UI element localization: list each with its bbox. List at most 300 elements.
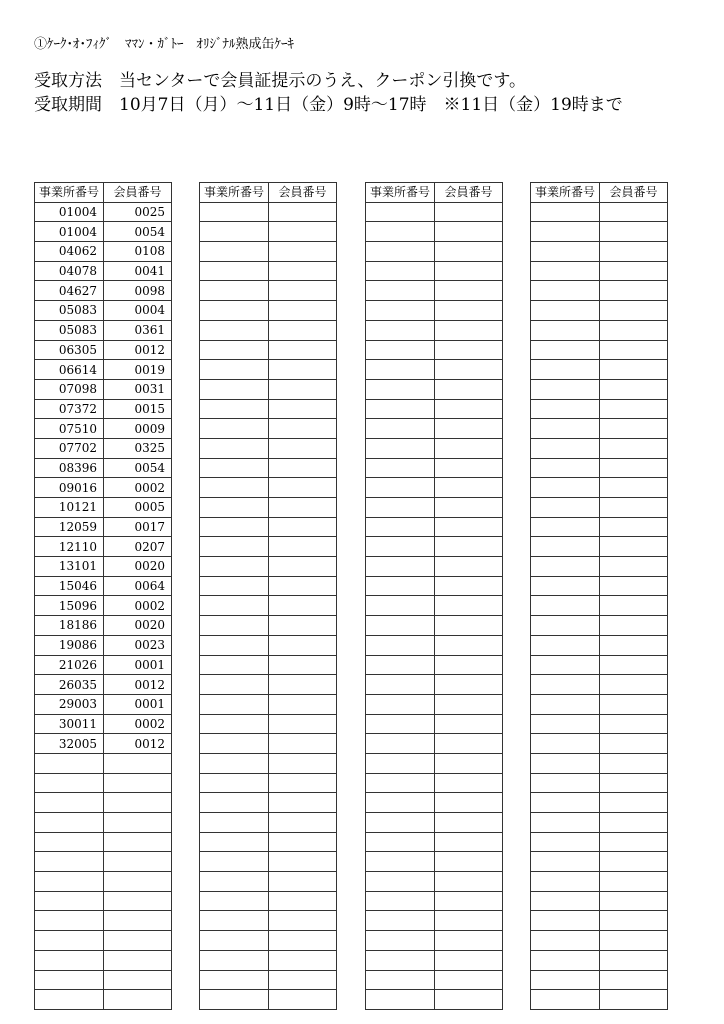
table-row [366, 379, 503, 399]
office-number-cell [200, 931, 269, 951]
office-number-cell [531, 320, 600, 340]
member-number-cell [600, 360, 668, 380]
member-number-cell: 0015 [104, 399, 172, 419]
table-row [200, 872, 337, 892]
member-number-cell [104, 753, 172, 773]
member-number-cell [269, 655, 337, 675]
member-number-cell [435, 320, 503, 340]
office-number-header: 事業所番号 [366, 183, 435, 203]
table-row [35, 458, 172, 478]
table-row [200, 655, 337, 675]
table-row [200, 734, 337, 754]
office-number-cell [366, 281, 435, 301]
table-row [366, 655, 503, 675]
office-number-cell [531, 911, 600, 931]
table-row [35, 478, 172, 498]
table-row [366, 301, 503, 321]
member-number-cell [600, 222, 668, 242]
table-row [200, 852, 337, 872]
member-number-cell: 0009 [104, 419, 172, 439]
member-number-cell: 0001 [104, 655, 172, 675]
table-row [200, 793, 337, 813]
member-number-cell [600, 261, 668, 281]
table-row [366, 832, 503, 852]
table-row [200, 557, 337, 577]
table-row [35, 616, 172, 636]
member-number-cell: 0361 [104, 320, 172, 340]
member-number-cell [435, 576, 503, 596]
office-number-cell: 09016 [35, 478, 104, 498]
table-row [366, 635, 503, 655]
office-number-cell [35, 990, 104, 1010]
member-number-cell [435, 399, 503, 419]
member-table-3 [365, 182, 503, 1010]
office-number-cell [366, 596, 435, 616]
document-title: ①ｹｰｸ･ｵ･ﾌｨｸﾞ ﾏﾏﾝ・ｶﾞﾄｰ ｵﾘｼﾞﾅﾙ熟成缶ｹｰｷ [34, 37, 295, 52]
table-row [531, 773, 668, 793]
member-number-cell [435, 734, 503, 754]
table-row [200, 301, 337, 321]
member-number-cell: 0002 [104, 478, 172, 498]
member-number-cell [269, 360, 337, 380]
member-number-cell [600, 537, 668, 557]
table-row [531, 872, 668, 892]
member-number-cell [435, 222, 503, 242]
table-row [366, 872, 503, 892]
office-number-cell [200, 360, 269, 380]
member-number-cell [600, 694, 668, 714]
table-row [200, 379, 337, 399]
table-row [35, 714, 172, 734]
member-number-cell [435, 261, 503, 281]
member-number-cell [435, 911, 503, 931]
member-number-cell: 0025 [104, 202, 172, 222]
member-number-cell: 0012 [104, 734, 172, 754]
table-row [531, 478, 668, 498]
table-row [366, 576, 503, 596]
office-number-cell [531, 635, 600, 655]
office-number-cell: 01004 [35, 202, 104, 222]
office-number-cell [200, 734, 269, 754]
table-row [531, 537, 668, 557]
table-row [200, 419, 337, 439]
office-number-cell [366, 202, 435, 222]
office-number-cell [531, 931, 600, 951]
office-number-cell [366, 891, 435, 911]
member-number-cell [435, 301, 503, 321]
office-number-cell [35, 911, 104, 931]
office-number-cell [531, 813, 600, 833]
member-number-cell [600, 517, 668, 537]
member-number-cell [269, 438, 337, 458]
office-number-header: 事業所番号 [200, 183, 269, 203]
table-row [35, 694, 172, 714]
member-number-cell [435, 340, 503, 360]
office-number-cell [366, 517, 435, 537]
member-number-cell [435, 537, 503, 557]
office-number-cell: 07510 [35, 419, 104, 439]
office-number-cell [366, 616, 435, 636]
member-number-cell [269, 950, 337, 970]
table-row [531, 222, 668, 242]
office-number-cell [200, 517, 269, 537]
table-row [366, 891, 503, 911]
member-number-cell [269, 911, 337, 931]
table-row [531, 714, 668, 734]
office-number-cell [200, 872, 269, 892]
table-row [200, 517, 337, 537]
member-number-cell: 0020 [104, 557, 172, 577]
office-number-cell [366, 990, 435, 1010]
office-number-cell [200, 616, 269, 636]
office-number-cell [200, 438, 269, 458]
table-row [35, 734, 172, 754]
office-number-cell: 13101 [35, 557, 104, 577]
table-row [35, 596, 172, 616]
office-number-cell [35, 970, 104, 990]
table-row [35, 832, 172, 852]
office-number-cell [366, 734, 435, 754]
member-number-cell [435, 616, 503, 636]
office-number-cell [200, 891, 269, 911]
office-number-cell [366, 419, 435, 439]
member-number-cell [600, 498, 668, 518]
table-row [35, 931, 172, 951]
office-number-cell [35, 813, 104, 833]
member-number-cell: 0098 [104, 281, 172, 301]
table-row [531, 360, 668, 380]
table-row [200, 498, 337, 518]
office-number-cell [200, 399, 269, 419]
table-row [35, 852, 172, 872]
table-row [531, 458, 668, 478]
member-number-cell [269, 635, 337, 655]
office-number-cell [366, 832, 435, 852]
office-number-cell: 15096 [35, 596, 104, 616]
member-number-cell: 0031 [104, 379, 172, 399]
member-number-cell [269, 832, 337, 852]
table-row [366, 616, 503, 636]
office-number-cell [366, 320, 435, 340]
member-number-cell [269, 793, 337, 813]
table-row [366, 773, 503, 793]
member-number-cell [435, 360, 503, 380]
table-row [366, 714, 503, 734]
member-number-cell [600, 478, 668, 498]
table-row [200, 320, 337, 340]
member-number-cell [600, 320, 668, 340]
table-row [366, 419, 503, 439]
office-number-cell [531, 202, 600, 222]
table-row [366, 950, 503, 970]
office-number-cell [366, 498, 435, 518]
member-number-cell: 0002 [104, 596, 172, 616]
office-number-cell: 12059 [35, 517, 104, 537]
office-number-cell [366, 714, 435, 734]
table-row [35, 261, 172, 281]
member-number-cell [104, 852, 172, 872]
table-row [200, 635, 337, 655]
office-number-cell [366, 576, 435, 596]
member-number-cell [435, 458, 503, 478]
member-number-cell [435, 517, 503, 537]
office-number-cell [200, 301, 269, 321]
table-row [531, 498, 668, 518]
member-number-header: 会員番号 [104, 183, 172, 203]
table-row [366, 852, 503, 872]
member-number-cell [600, 753, 668, 773]
member-number-cell [104, 950, 172, 970]
table-row [35, 655, 172, 675]
member-number-cell [600, 734, 668, 754]
table-row [200, 478, 337, 498]
member-number-cell: 0108 [104, 242, 172, 262]
office-number-cell [35, 872, 104, 892]
office-number-cell [35, 832, 104, 852]
office-number-cell [531, 360, 600, 380]
office-number-cell [200, 458, 269, 478]
table-row [531, 596, 668, 616]
member-number-cell: 0017 [104, 517, 172, 537]
member-number-cell [435, 242, 503, 262]
table-row [35, 970, 172, 990]
member-number-cell [435, 635, 503, 655]
table-row [35, 537, 172, 557]
office-number-cell [35, 891, 104, 911]
table-row [200, 360, 337, 380]
member-number-cell [435, 281, 503, 301]
office-number-cell [35, 773, 104, 793]
table-row [35, 891, 172, 911]
office-number-cell [200, 379, 269, 399]
member-number-cell [435, 753, 503, 773]
member-table-body [366, 202, 503, 1009]
office-number-cell [366, 970, 435, 990]
member-number-cell [104, 793, 172, 813]
table-row [366, 517, 503, 537]
office-number-cell: 19086 [35, 635, 104, 655]
office-number-cell: 04078 [35, 261, 104, 281]
member-number-cell [269, 576, 337, 596]
office-number-cell [200, 261, 269, 281]
member-number-cell [600, 773, 668, 793]
member-number-cell [600, 616, 668, 636]
table-row [35, 438, 172, 458]
table-row [35, 793, 172, 813]
member-number-cell [600, 950, 668, 970]
table-row [35, 753, 172, 773]
table-row [366, 557, 503, 577]
office-number-cell [200, 694, 269, 714]
member-number-cell: 0020 [104, 616, 172, 636]
office-number-cell [531, 655, 600, 675]
office-number-cell [200, 911, 269, 931]
member-number-cell [269, 281, 337, 301]
member-number-cell [435, 793, 503, 813]
member-number-cell [104, 990, 172, 1010]
office-number-cell [531, 438, 600, 458]
member-number-cell [435, 379, 503, 399]
table-row [531, 931, 668, 951]
member-number-cell [269, 517, 337, 537]
office-number-cell: 30011 [35, 714, 104, 734]
office-number-header: 事業所番号 [531, 183, 600, 203]
table-row [366, 970, 503, 990]
office-number-cell [531, 399, 600, 419]
member-number-cell [104, 832, 172, 852]
table-row [531, 911, 668, 931]
table-row [35, 320, 172, 340]
table-row [35, 222, 172, 242]
office-number-cell [366, 458, 435, 478]
member-number-cell [435, 852, 503, 872]
member-number-cell [600, 813, 668, 833]
member-number-cell [600, 675, 668, 695]
table-row [35, 557, 172, 577]
office-number-cell [200, 202, 269, 222]
table-row [200, 281, 337, 301]
office-number-cell [366, 950, 435, 970]
table-row [531, 970, 668, 990]
office-number-cell [366, 635, 435, 655]
member-number-cell [435, 813, 503, 833]
member-number-cell [269, 379, 337, 399]
member-number-cell [269, 498, 337, 518]
member-table-body [200, 202, 337, 1009]
member-number-cell [435, 714, 503, 734]
office-number-cell [366, 911, 435, 931]
member-number-cell [269, 478, 337, 498]
member-number-cell [600, 301, 668, 321]
office-number-cell [531, 753, 600, 773]
table-row [35, 202, 172, 222]
office-number-cell: 04062 [35, 242, 104, 262]
office-number-cell [366, 537, 435, 557]
table-row [200, 753, 337, 773]
member-table-body [35, 202, 172, 1009]
table-row [531, 419, 668, 439]
office-number-cell [531, 596, 600, 616]
office-number-cell [200, 655, 269, 675]
office-number-cell [200, 537, 269, 557]
member-number-cell [600, 990, 668, 1010]
member-number-cell [269, 340, 337, 360]
member-number-cell [600, 655, 668, 675]
member-number-cell: 0001 [104, 694, 172, 714]
member-number-cell: 0207 [104, 537, 172, 557]
office-number-cell [531, 281, 600, 301]
member-number-cell [600, 281, 668, 301]
office-number-cell [366, 931, 435, 951]
office-number-cell [366, 438, 435, 458]
member-number-cell [269, 852, 337, 872]
office-number-cell [366, 557, 435, 577]
office-number-cell [200, 222, 269, 242]
office-number-cell: 26035 [35, 675, 104, 695]
table-row [200, 813, 337, 833]
member-number-cell [435, 694, 503, 714]
table-row [35, 813, 172, 833]
table-row [200, 891, 337, 911]
member-number-cell [600, 970, 668, 990]
table-row [200, 242, 337, 262]
office-number-cell: 04627 [35, 281, 104, 301]
table-row [366, 911, 503, 931]
member-number-cell [269, 753, 337, 773]
member-number-cell: 0012 [104, 675, 172, 695]
member-number-cell [435, 891, 503, 911]
table-row [35, 360, 172, 380]
member-number-cell [600, 852, 668, 872]
member-number-cell [600, 911, 668, 931]
office-number-cell [366, 872, 435, 892]
office-number-cell [200, 281, 269, 301]
office-number-cell [531, 458, 600, 478]
table-row [200, 714, 337, 734]
member-number-cell [269, 458, 337, 478]
office-number-cell [200, 340, 269, 360]
member-number-cell [600, 793, 668, 813]
table-row [531, 379, 668, 399]
member-number-cell [269, 734, 337, 754]
table-row [531, 320, 668, 340]
member-number-cell [104, 872, 172, 892]
member-number-cell [435, 478, 503, 498]
table-row [200, 340, 337, 360]
member-number-cell [435, 498, 503, 518]
office-number-cell [531, 261, 600, 281]
table-row [531, 261, 668, 281]
member-number-cell [600, 202, 668, 222]
office-number-cell [366, 242, 435, 262]
table-row [35, 576, 172, 596]
office-number-cell: 01004 [35, 222, 104, 242]
office-number-cell [35, 753, 104, 773]
table-row [366, 990, 503, 1010]
member-number-cell [600, 576, 668, 596]
office-number-cell: 10121 [35, 498, 104, 518]
member-number-cell [104, 773, 172, 793]
member-number-cell [600, 714, 668, 734]
table-row [200, 596, 337, 616]
table-row [366, 734, 503, 754]
office-number-cell [200, 576, 269, 596]
member-number-header: 会員番号 [600, 183, 668, 203]
office-number-cell [200, 753, 269, 773]
office-number-cell [200, 596, 269, 616]
table-row [531, 813, 668, 833]
member-number-cell [435, 655, 503, 675]
office-number-cell [531, 734, 600, 754]
table-row [35, 990, 172, 1010]
table-row [200, 950, 337, 970]
table-row [35, 340, 172, 360]
office-number-cell [200, 557, 269, 577]
table-row [366, 478, 503, 498]
office-number-cell [531, 970, 600, 990]
office-number-cell [200, 773, 269, 793]
member-table-body [531, 202, 668, 1009]
table-row [200, 222, 337, 242]
office-number-cell [531, 793, 600, 813]
member-table-2 [199, 182, 337, 1010]
office-number-cell [200, 813, 269, 833]
pickup-period: 受取期間 10月7日（月）～11日（金）9時～17時 ※11日（金）19時まで [34, 95, 623, 115]
office-number-cell: 29003 [35, 694, 104, 714]
office-number-cell [366, 222, 435, 242]
member-number-cell [600, 891, 668, 911]
office-number-cell [531, 537, 600, 557]
